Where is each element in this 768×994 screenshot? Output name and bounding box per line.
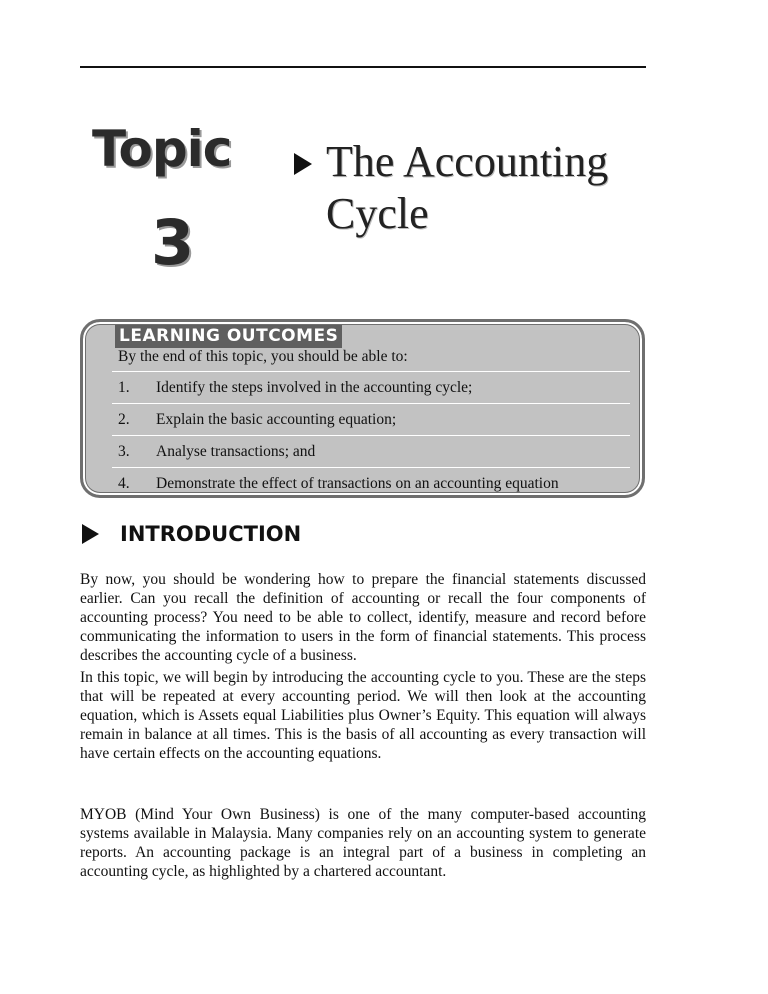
section-arrow-icon (82, 524, 99, 544)
topic-label: Topic (92, 120, 232, 178)
header-rule (80, 66, 646, 68)
list-item-text: Analyse transactions; and (156, 443, 316, 460)
topic-number: 3 (151, 206, 195, 279)
list-item-number: 1. (118, 379, 130, 396)
learning-outcomes-intro: By the end of this topic, you should be able to: (118, 348, 408, 365)
section-heading: INTRODUCTION (120, 522, 302, 546)
paragraph: MYOB (Mind Your Own Business) is one of the many computer-based accounting systems available in Malaysia. Many companies rely on an accounting system to generate reports. An accounting package is an integral part of a business in completing an accounting cycle, as highlighted by a chartered accountant. (80, 806, 646, 880)
list-item-number: 4. (118, 475, 130, 492)
list-item (112, 435, 630, 467)
list-item (112, 403, 630, 435)
list-item-text: Identify the steps involved in the accounting cycle; (156, 379, 473, 396)
learning-outcomes-list (112, 371, 630, 499)
paragraph: By now, you should be wondering how to prepare the financial statements discussed earlier. Can you recall the definition of accounting or recall the four components of accounting process? You need to be able to collect, identify, measure and record before communicating the information to users in the form of financial statements. This process describes the accounting cycle of a business. (80, 571, 646, 664)
list-item-number: 2. (118, 411, 130, 428)
list-item-text: Explain the basic accounting equation; (156, 411, 397, 428)
paragraph: In this topic, we will begin by introducing the accounting cycle to you. These are the steps that will be repeated at every accounting period. We will then look at the accounting equation, which is Assets equal Liabilities plus Owner’s Equity. This equation will always remain in balance at all times. This is the basis of all accounting as every transaction will have certain effects on the accounting equations. (80, 669, 646, 762)
learning-outcomes-heading: LEARNING OUTCOMES (115, 325, 342, 348)
list-item-text: Demonstrate the effect of transactions on an accounting equation (156, 475, 559, 492)
list-item (112, 371, 630, 403)
list-item (112, 467, 630, 499)
chapter-title: The Accounting Cycle (326, 137, 609, 238)
play-arrow-icon (294, 153, 312, 175)
list-item-number: 3. (118, 443, 130, 460)
